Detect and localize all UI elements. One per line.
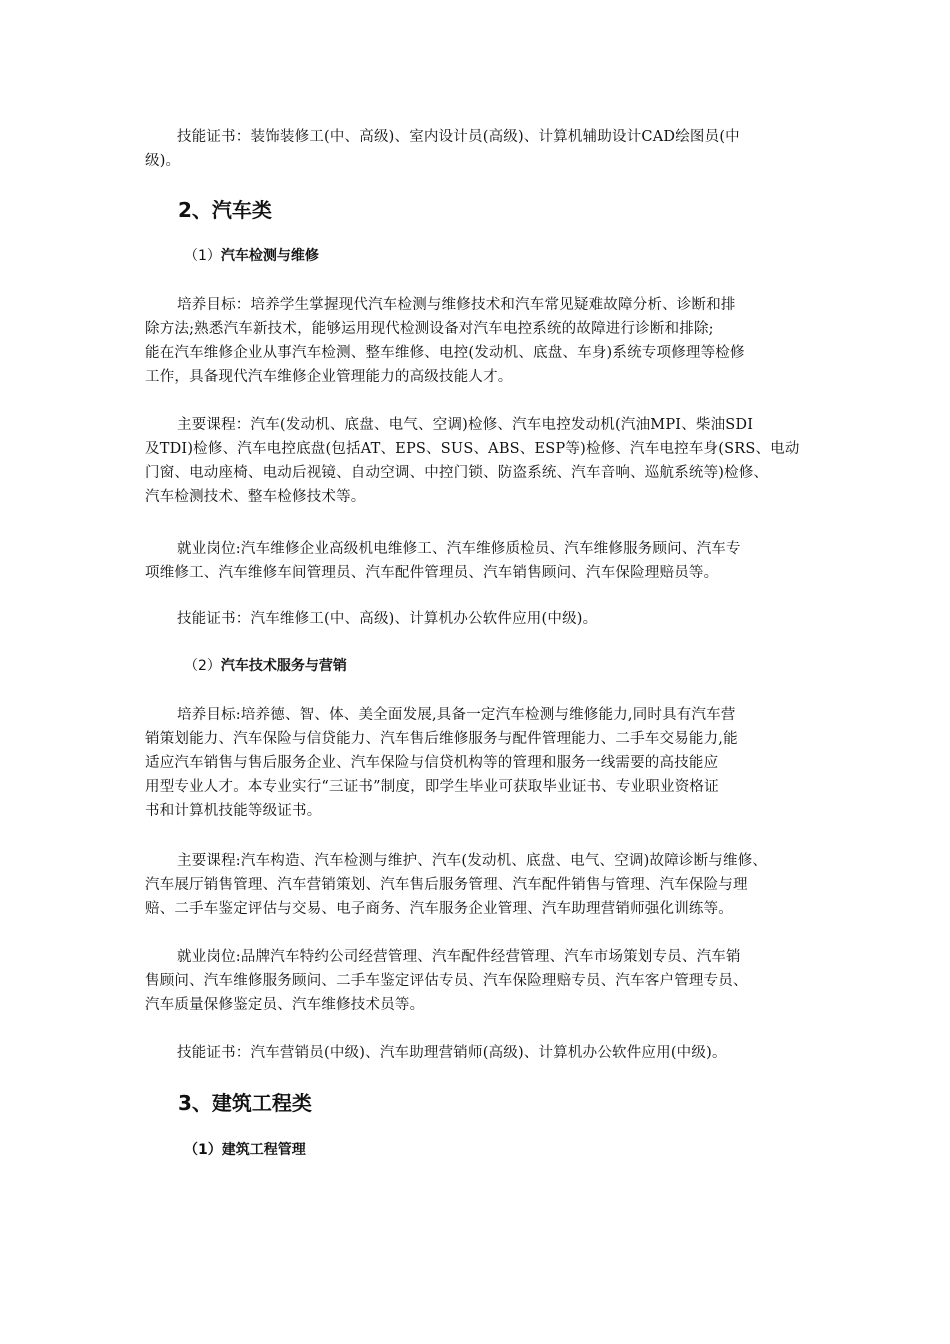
text-line: 用型专业人才。本专业实行“三证书”制度，即学生毕业可获取毕业证书、专业职业资格证 [145, 779, 719, 795]
text-line: 工作，具备现代汽车维修企业管理能力的高级技能人才。 [145, 369, 513, 385]
text-line: 项维修工、汽车维修车间管理员、汽车配件管理员、汽车销售顾问、汽车保险理赔员等。 [145, 565, 719, 581]
text-line: 书和计算机技能等级证书。 [145, 803, 322, 819]
text-line: 技能证书：汽车营销员(中级)、汽车助理营销师(高级)、计算机办公软件应用(中级)。 [177, 1045, 727, 1061]
paragraph-skill-cert-2 [145, 1041, 813, 1065]
text-line: 除方法;熟悉汽车新技术，能够运用现代检测设备对汽车电控系统的故障进行诊断和排除; [145, 321, 714, 337]
paragraph-main-courses-1 [145, 413, 813, 509]
paragraph-skill-cert-decoration [145, 125, 813, 173]
text-line: 就业岗位:汽车维修企业高级机电维修工、汽车维修质检员、汽车维修服务顾问、汽车专 [177, 541, 741, 557]
text-line: 级)。 [145, 153, 181, 169]
text-line: 主要课程：汽车(发动机、底盘、电气、空调)检修、汽车电控发动机(汽油MPI、柴油SDI [177, 417, 754, 433]
subsection-heading-construction-mgmt [184, 1139, 306, 1161]
text-line: 适应汽车销售与售后服务企业、汽车保险与信贷机构等的管理和服务一线需要的高技能应 [145, 755, 719, 771]
paragraph-employment-2 [145, 945, 813, 1017]
paragraph-employment-1 [145, 537, 813, 585]
text-line: 技能证书：汽车维修工(中、高级)、计算机办公软件应用(中级)。 [177, 611, 598, 627]
subsection-number: （1） [184, 248, 221, 264]
subsection-title: 汽车检测与维修 [220, 248, 319, 264]
text-line: 门窗、电动座椅、电动后视镜、自动空调、中控门锁、防盗系统、汽车音响、巡航系统等)检修、 [145, 465, 769, 481]
section-heading-auto: 2、汽车类 [178, 198, 272, 222]
text-line: 就业岗位:品牌汽车特约公司经营管理、汽车配件经营管理、汽车市场策划专员、汽车销 [177, 949, 741, 965]
text-line: 汽车检测技术、整车检修技术等。 [145, 489, 366, 505]
paragraph-skill-cert-1 [145, 607, 813, 631]
paragraph-training-goal-2 [145, 703, 813, 823]
text-line: 售顾问、汽车维修服务顾问、二手车鉴定评估专员、汽车保险理赔专员、汽车客户管理专员、 [145, 973, 748, 989]
text-line: 赔、二手车鉴定评估与交易、电子商务、汽车服务企业管理、汽车助理营销师强化训练等。 [145, 901, 733, 917]
paragraph-main-courses-2 [145, 849, 813, 921]
section-heading-construction: 3、建筑工程类 [178, 1091, 312, 1115]
text-line: 技能证书：装饰装修工(中、高级)、室内设计员(高级)、计算机辅助设计CAD绘图员(中 [177, 129, 740, 145]
subsection-heading-auto-marketing [184, 655, 347, 677]
subsection-heading-auto-repair [184, 245, 319, 267]
paragraph-training-goal-1 [145, 293, 813, 389]
subsection-title: （1）建筑工程管理 [184, 1142, 306, 1158]
text-line: 培养目标:培养德、智、体、美全面发展,具备一定汽车检测与维修能力,同时具有汽车营 [177, 707, 736, 723]
subsection-title: 汽车技术服务与营销 [220, 658, 347, 674]
text-line: 能在汽车维修企业从事汽车检测、整车维修、电控(发动机、底盘、车身)系统专项修理等检修 [145, 345, 745, 361]
subsection-number: （2） [184, 658, 221, 674]
text-line: 汽车质量保修鉴定员、汽车维修技术员等。 [145, 997, 425, 1013]
text-line: 销策划能力、汽车保险与信贷能力、汽车售后维修服务与配件管理能力、二手车交易能力,能 [145, 731, 738, 747]
text-line: 主要课程:汽车构造、汽车检测与维护、汽车(发动机、底盘、电气、空调)故障诊断与维修、 [177, 853, 768, 869]
text-line: 汽车展厅销售管理、汽车营销策划、汽车售后服务管理、汽车配件销售与管理、汽车保险与理 [145, 877, 748, 893]
text-line: 培养目标：培养学生掌握现代汽车检测与维修技术和汽车常见疑难故障分析、诊断和排 [177, 297, 736, 313]
text-line: 及TDI)检修、汽车电控底盘(包括AT、EPS、SUS、ABS、ESP等)检修、汽车电控车身(SRS、电动 [145, 441, 800, 457]
